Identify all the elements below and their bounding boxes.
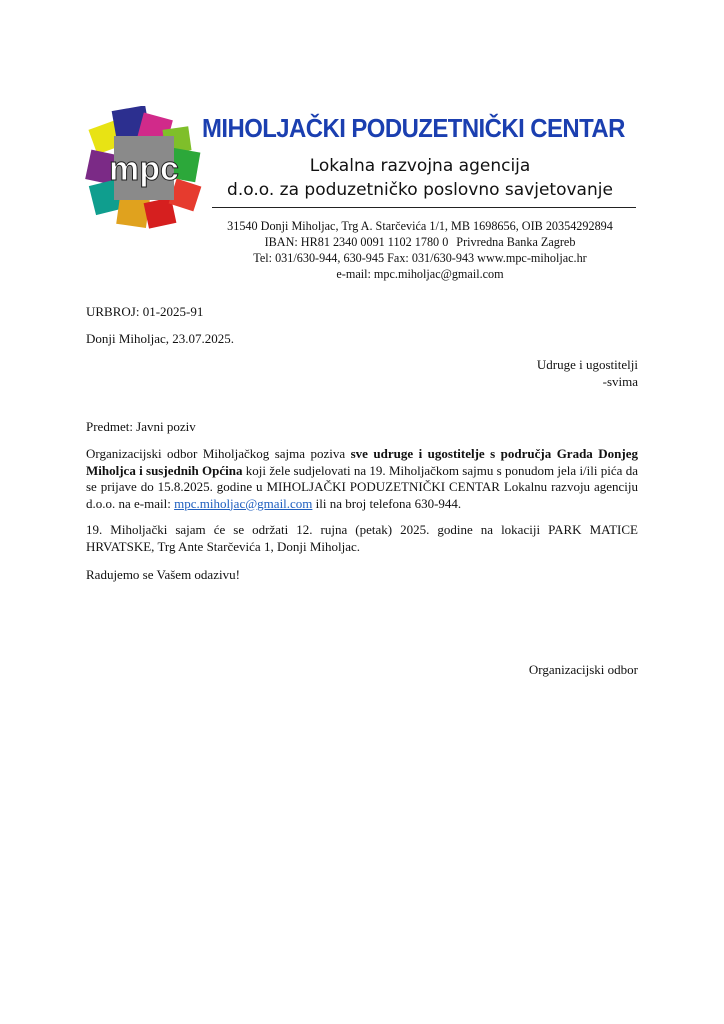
place-date: Donji Miholjac, 23.07.2025. [86, 331, 235, 346]
email-link[interactable]: mpc.miholjac@gmail.com [174, 495, 313, 511]
signature: Organizacijski odbor [528, 662, 638, 677]
urbroj: URBROJ: 01-2025-91 [86, 304, 204, 319]
subject: Predmet: Javni poziv [86, 419, 196, 434]
address-line: 31540 Donji Miholjac, Trg A. Starčevića 1/1, MB 1698656, OIB 20354292894 [227, 219, 613, 233]
paragraph-1 [86, 446, 638, 512]
paragraph-2: 19. Miholjački sajam će se održati 12. rujna (petak) 2025. godine na lokaciji PARK MATICE HRVATSKE, Trg Ante Starčevića 1, Donji Miholjac. [86, 522, 638, 554]
email-line: e-mail: mpc.miholjac@gmail.com [336, 267, 504, 281]
phone-line: Tel: 031/630-944, 630-945 Fax: 031/630-943 www.mpc-miholjac.hr [253, 251, 587, 265]
header-divider [212, 207, 636, 208]
subtitle-line1: Lokalna razvojna agencija [309, 156, 531, 176]
p1-text-b: koji žele sudjelovati na 19. Miholjačkom sajmu s ponudom jela i/ili pića da se prijave do 15.8.2025. godine u MIHOLJAČKI PODUZETNIČKI CENTAR Lokalnu razvoju agenciju d.o.o. na e-mail: [86, 462, 638, 511]
bank-line [200, 235, 640, 250]
p1-text-c: ili na broj telefona 630-944. [312, 495, 462, 511]
bank-name: Privredna Banka Zagreb [456, 235, 576, 249]
subtitle-line2: d.o.o. za poduzetničko poslovno savjetovanje [227, 180, 613, 200]
paragraph-3: Radujemo se Vašem odazivu! [86, 567, 240, 582]
logo-text: mpc [109, 150, 179, 188]
p1-text-a: Organizacijski odbor Miholjačkog sajma poziva [86, 446, 351, 461]
recipient-line2: -svima [602, 374, 638, 389]
iban: IBAN: HR81 2340 0091 1102 1780 0 [264, 235, 449, 249]
org-name: MIHOLJAČKI PODUZETNIČKI CENTAR [202, 113, 625, 143]
mpc-logo [84, 106, 206, 234]
recipient-line1: Udruge i ugostitelji [536, 357, 638, 372]
p1-bold: sve udruge i ugostitelje s područja Grada Donjeg Miholjca i susjednih Općina [86, 446, 638, 478]
